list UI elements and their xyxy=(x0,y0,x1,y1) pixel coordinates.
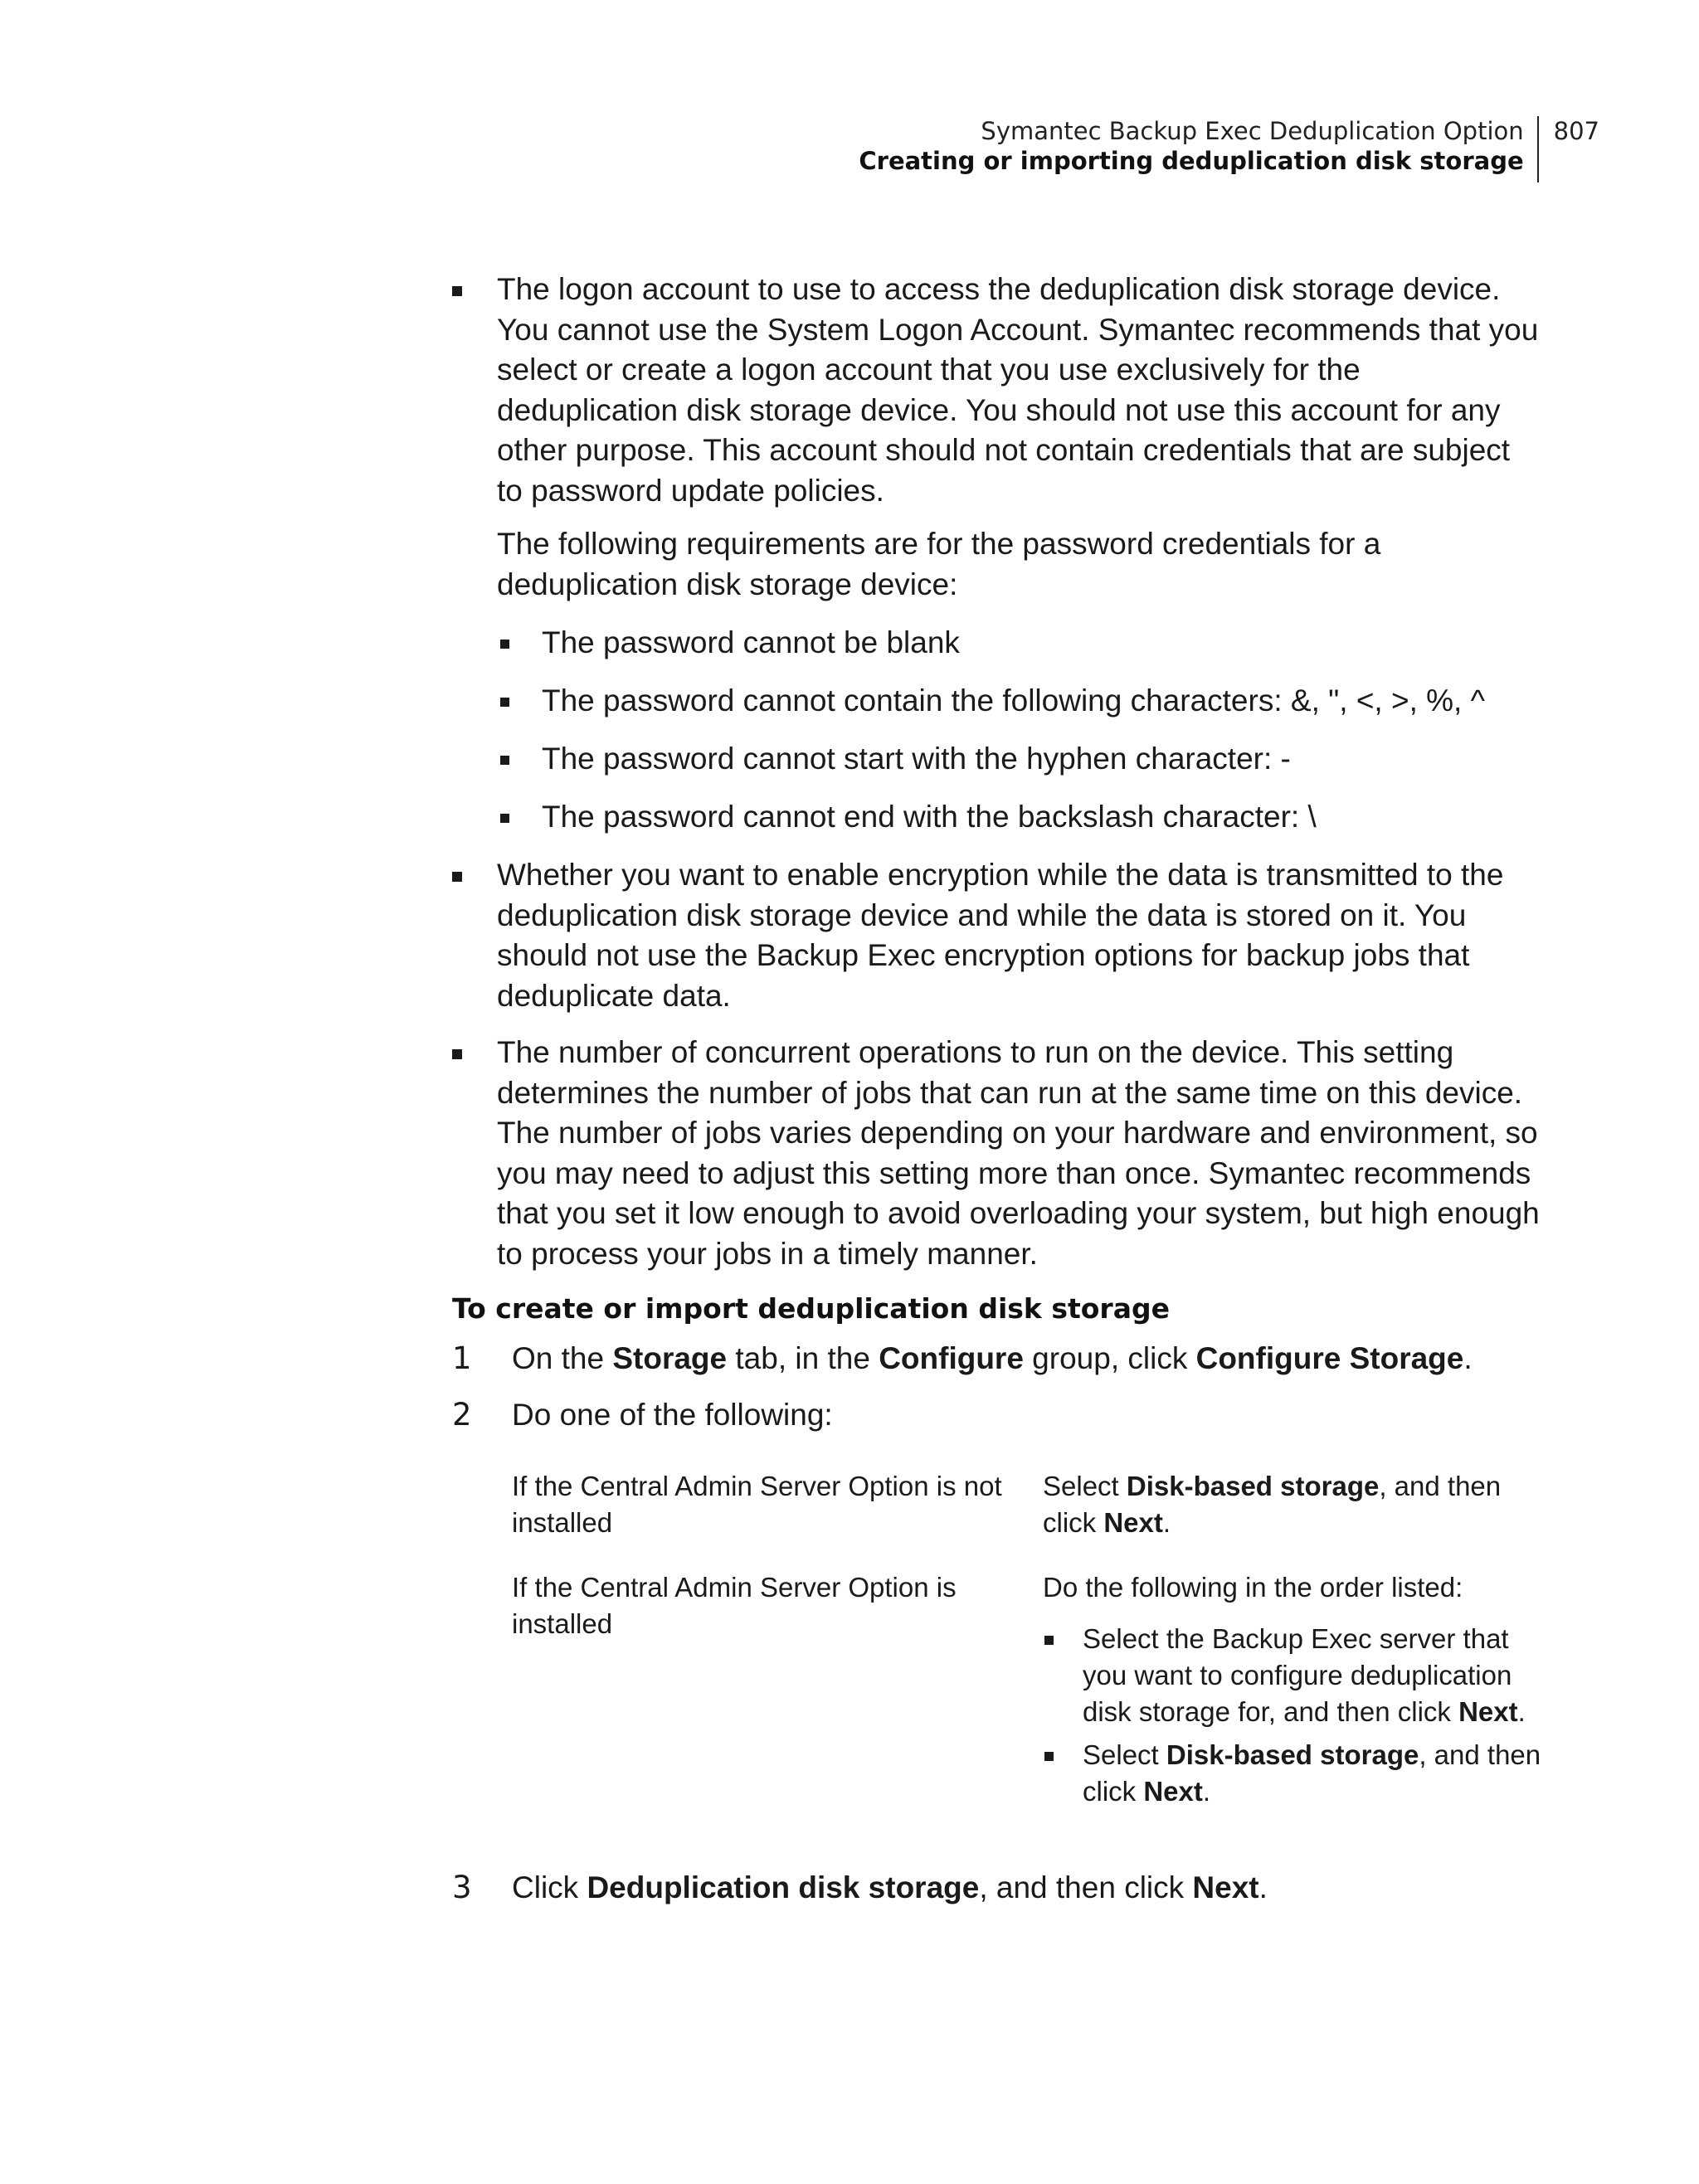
bullet-text: Whether you want to enable encryption while the data is transmitted to the deduplication disk storage device and while the data is stored on it. You should not use the Backup Exec encryption options for backup jobs that deduplicate data. xyxy=(497,858,1504,1013)
dedup-disk-storage-ref: Deduplication disk storage xyxy=(587,1870,980,1904)
action-text: . xyxy=(1517,1696,1526,1727)
next-ref: Next xyxy=(1143,1776,1203,1807)
configure-group-ref: Configure xyxy=(879,1341,1024,1375)
action-text: Select xyxy=(1043,1471,1127,1501)
list-item xyxy=(1043,1621,1543,1730)
step-text: Click xyxy=(512,1870,587,1904)
running-header-text xyxy=(859,116,1538,182)
next-ref: Next xyxy=(1103,1507,1163,1538)
password-requirements-list xyxy=(497,623,1543,837)
condition-cell: If the Central Admin Server Option is installed xyxy=(512,1572,957,1639)
action-text: . xyxy=(1202,1776,1211,1807)
condition-cell: If the Central Admin Server Option is not installed xyxy=(512,1471,1002,1538)
action-cell xyxy=(1043,1468,1543,1569)
step-2 xyxy=(452,1395,1543,1435)
bullet-logon-account xyxy=(452,270,1543,837)
step-number: 1 xyxy=(452,1340,472,1376)
procedure-heading: To create or import deduplication disk storage xyxy=(452,1292,1170,1325)
list-item: The password cannot end with the backslash character: \ xyxy=(497,797,1543,837)
options-table xyxy=(512,1468,1543,1845)
configure-storage-ref: Configure Storage xyxy=(1195,1341,1464,1375)
step-text: Do one of the following: xyxy=(512,1398,833,1432)
bullet-concurrent-operations xyxy=(452,1033,1543,1274)
step-text: . xyxy=(1258,1870,1268,1904)
bullet-text: The logon account to use to access the deduplication disk storage device. You cannot use the System Logon Account. Symantec recommends that you select or create a logon account that you use exclusively for the deduplication disk storage device. You should not use this account for any other purpose. This account should not contain credentials that are subject to password update policies. xyxy=(497,272,1539,508)
running-header xyxy=(859,116,1599,182)
list-item xyxy=(1043,1737,1543,1810)
action-text: , and then click xyxy=(1083,1739,1541,1807)
list-item: The password cannot contain the following characters: &, ", <, >, %, ^ xyxy=(497,681,1543,721)
action-text: . xyxy=(1162,1507,1171,1538)
step-3 xyxy=(452,1868,1543,1908)
step-number: 3 xyxy=(452,1870,472,1905)
table-row xyxy=(512,1569,1543,1845)
list-item: The password cannot start with the hyphen character: - xyxy=(497,739,1543,779)
page-body xyxy=(452,270,1543,1924)
step-text: . xyxy=(1463,1341,1473,1375)
section-title: Creating or importing deduplication disk storage xyxy=(859,147,1524,175)
action-text: , and then click xyxy=(1043,1471,1502,1538)
step-1 xyxy=(452,1339,1543,1379)
step-text: On the xyxy=(512,1341,613,1375)
storage-tab-ref: Storage xyxy=(612,1341,728,1375)
next-ref: Next xyxy=(1458,1696,1518,1727)
step-number: 2 xyxy=(452,1397,472,1432)
chapter-title: Symantec Backup Exec Deduplication Option xyxy=(981,117,1524,145)
action-cell xyxy=(1043,1569,1543,1845)
disk-based-storage-ref: Disk-based storage xyxy=(1126,1471,1380,1501)
page-number: 807 xyxy=(1553,117,1599,145)
step-text: group, click xyxy=(1023,1341,1196,1375)
action-text: Select xyxy=(1083,1739,1166,1770)
password-requirements-intro: The following requirements are for the password credentials for a deduplication disk storage device: xyxy=(497,527,1381,601)
step-text: tab, in the xyxy=(727,1341,879,1375)
action-list xyxy=(1043,1621,1543,1810)
bullet-text: The number of concurrent operations to run on the device. This setting determines the number of jobs that can run at the same time on this device. The number of jobs varies depending on your hardware and environment, so you may need to adjust this setting more than once. Symantec recommends that you set it low enough to avoid overloading your system, but high enough to process your jobs in a timely manner. xyxy=(497,1035,1540,1271)
action-intro: Do the following in the order listed: xyxy=(1043,1572,1463,1603)
list-item: The password cannot be blank xyxy=(497,623,1543,663)
next-ref: Next xyxy=(1192,1870,1259,1904)
disk-based-storage-ref: Disk-based storage xyxy=(1166,1739,1419,1770)
bullet-encryption xyxy=(452,855,1543,1016)
step-text: , and then click xyxy=(979,1870,1193,1904)
action-text: Select the Backup Exec server that you want to configure deduplication disk storage for, and then click xyxy=(1083,1623,1512,1727)
table-row xyxy=(512,1468,1543,1569)
